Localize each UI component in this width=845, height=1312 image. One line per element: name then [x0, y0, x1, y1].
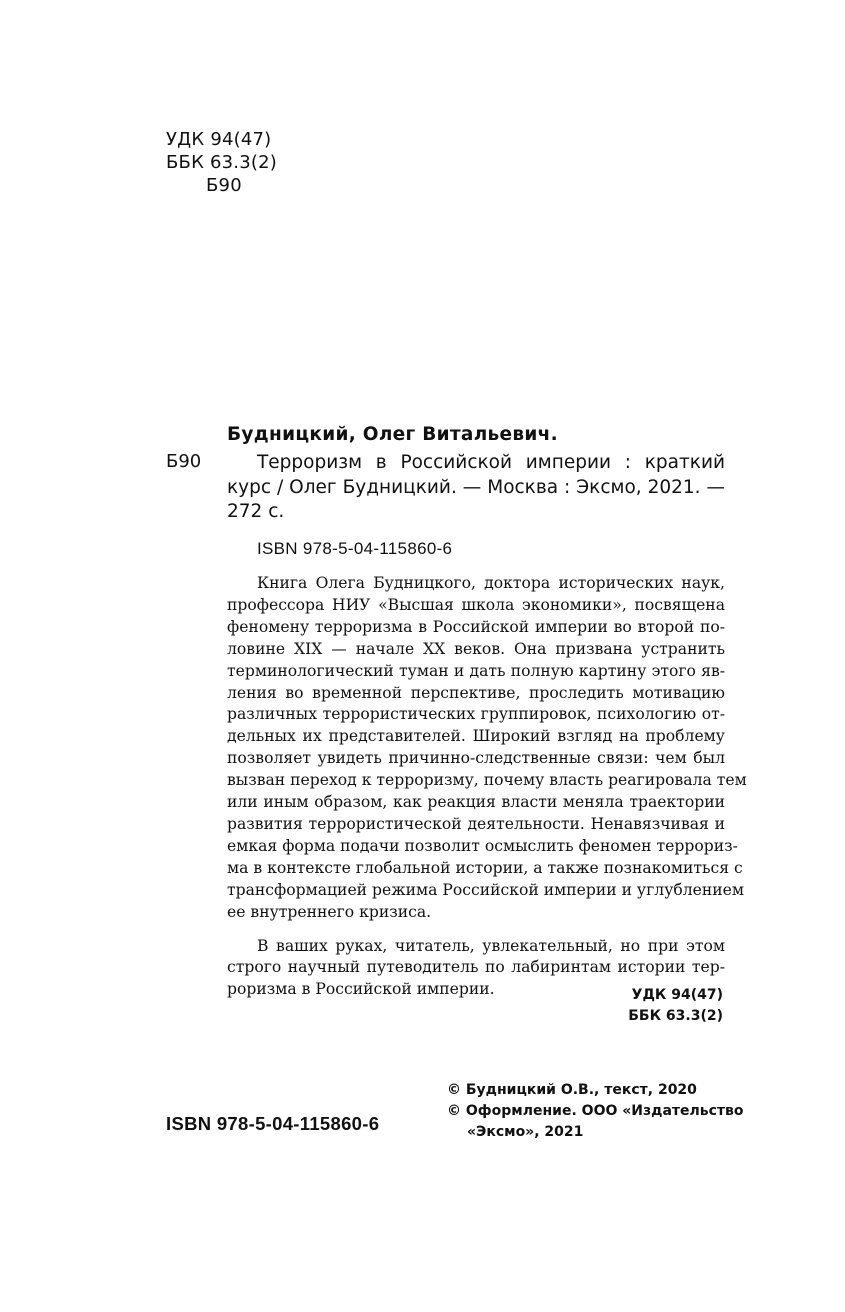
isbn-bottom: ISBN 978-5-04-115860-6 — [166, 1113, 380, 1134]
annotation-line: строго научный путеводитель по лабиринтам истории тер- — [227, 958, 725, 977]
bbk-code-top: ББК 63.3(2) — [166, 152, 277, 173]
author-mark-top: Б90 — [206, 175, 242, 196]
annotation-line: ее внутреннего кризиса. — [227, 902, 432, 921]
annotation-line: различных террористических группировок, психологию от- — [227, 705, 725, 724]
annotation-line: феномену терроризма в Российской империи во второй по- — [227, 617, 725, 636]
classification-bottom — [628, 985, 723, 1027]
copyright-design-cont: «Эксмо», 2021 — [467, 1124, 584, 1140]
annotation-line: дельных их представителей. Широкий взгляд на проблему — [227, 727, 725, 746]
udk-code-bottom: УДК 94(47) — [631, 987, 723, 1003]
annotation — [227, 573, 747, 1001]
annotation-line: развития террористической деятельности. Ненавязчивая и — [227, 814, 725, 833]
annotation-line: В ваших руках, читатель, увлекательный, но при этом — [257, 936, 725, 955]
author-mark: Б90 — [166, 451, 202, 472]
biblio-line: Терроризм в Российской империи : краткий — [257, 452, 725, 473]
annotation-line: ма в контексте глобальной истории, а также познакомиться с — [227, 858, 743, 877]
copyright-design: © Оформление. ООО «Издательство — [447, 1103, 744, 1119]
annotation-line: ления во временной перспективе, проследить мотивацию — [227, 683, 725, 702]
annotation-line: трансформацией режима Российской империи и углублением — [227, 880, 745, 899]
annotation-line: Книга Олега Будницкого, доктора исторических наук, — [257, 574, 725, 592]
annotation-line: позволяет увидеть причинно-следственные связи: чем был — [227, 749, 725, 768]
biblio-line: 272 с. — [227, 501, 285, 522]
udk-code-top: УДК 94(47) — [166, 129, 272, 150]
annotation-line: профессора НИУ «Высшая школа экономики», посвящена — [227, 595, 725, 614]
copyright-notice — [447, 1080, 744, 1143]
annotation-line: вызван переход к терроризму, почему власть реагировала тем — [227, 771, 747, 790]
annotation-line: ловине XIX — начале XX веков. Она призвана устранить — [227, 639, 725, 658]
biblio-line: курс / Олег Будницкий. — Москва : Эксмо, 2021. — — [227, 476, 725, 498]
annotation-line: емкая форма подачи позволит осмыслить феномен террориз- — [227, 836, 738, 855]
bbk-code-bottom: ББК 63.3(2) — [628, 1008, 723, 1024]
author-name: Будницкий, Олег Витальевич. — [227, 424, 559, 445]
annotation-line: роризма в Российской империи. — [227, 980, 495, 999]
isbn-top: ISBN 978-5-04-115860-6 — [257, 539, 453, 558]
annotation-line: или иным образом, как реакция власти меняла траектории — [227, 793, 725, 812]
bibliographic-description — [227, 451, 725, 525]
annotation-line: терминологический туман и дать полную картину этого яв- — [227, 661, 725, 680]
copyright-text: © Будницкий О.В., текст, 2020 — [447, 1082, 697, 1098]
